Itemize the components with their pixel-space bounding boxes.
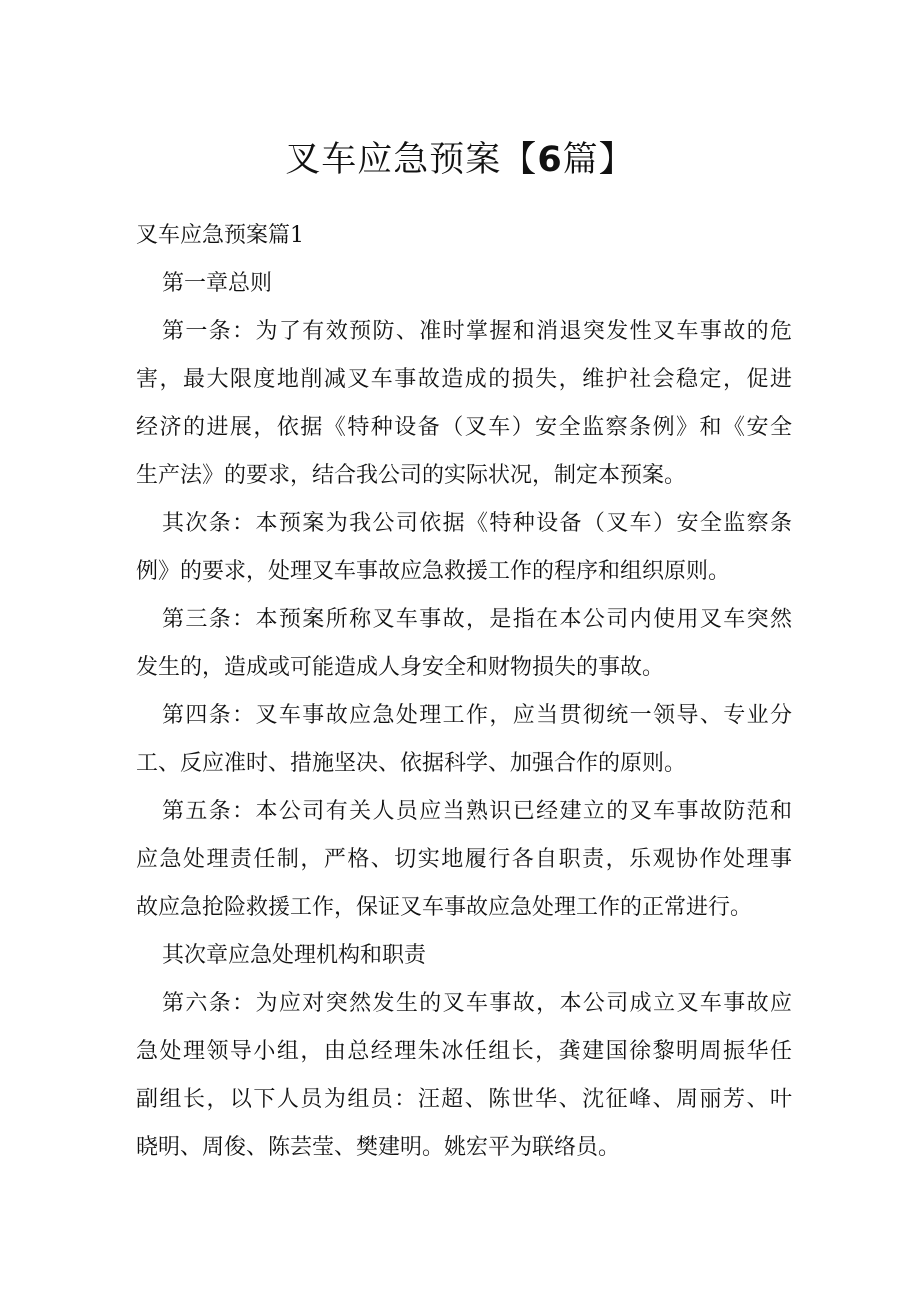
article-5-line: 应急处理责任制，严格、切实地履行各自职责，乐观协作处理事 [136, 847, 792, 872]
chapter-heading-2: 其次章应急处理机构和职责 [162, 943, 427, 968]
article-3-line: 发生的，造成或可能造成人身安全和财物损失的事故。 [136, 655, 665, 680]
title-suffix: 篇】 [562, 140, 635, 180]
article-6-line: 副组长，以下人员为组员：汪超、陈世华、沈征峰、周丽芳、叶 [136, 1087, 792, 1112]
chapter-heading-1: 第一章总则 [162, 271, 273, 296]
title-prefix: 叉车应急预案【 [285, 140, 538, 180]
article-1-line: 第一条：为了有效预防、准时掌握和消退突发性叉车事故的危 [162, 319, 792, 344]
article-1-line: 害，最大限度地削减叉车事故造成的损失，维护社会稳定，促进 [136, 367, 792, 392]
document-title [0, 136, 920, 184]
title-number: 6 [537, 140, 563, 180]
article-1-line: 生产法》的要求，结合我公司的实际状况，制定本预案。 [136, 463, 687, 488]
article-5-line: 故应急抢险救援工作，保证叉车事故应急处理工作的正常进行。 [136, 895, 753, 920]
article-6-line: 第六条：为应对突然发生的叉车事故，本公司成立叉车事故应 [162, 991, 792, 1016]
article-2-line: 例》的要求，处理叉车事故应急救援工作的程序和组织原则。 [136, 559, 731, 584]
article-6-line: 急处理领导小组，由总经理朱冰任组长，龚建国徐黎明周振华任 [136, 1039, 792, 1064]
article-5-line: 第五条：本公司有关人员应当熟识已经建立的叉车事故防范和 [162, 799, 792, 824]
article-3-line: 第三条：本预案所称叉车事故，是指在本公司内使用叉车突然 [162, 607, 792, 632]
article-4-line: 第四条：叉车事故应急处理工作，应当贯彻统一领导、专业分 [162, 703, 792, 728]
article-4-line: 工、反应准时、措施坚决、依据科学、加强合作的原则。 [136, 751, 687, 776]
document-body [136, 212, 792, 1172]
article-1-line: 经济的进展，依据《特种设备（叉车）安全监察条例》和《安全 [136, 415, 792, 440]
article-2-line: 其次条：本预案为我公司依据《特种设备（叉车）安全监察条 [162, 511, 792, 536]
section-heading: 叉车应急预案篇1 [136, 223, 304, 248]
article-6-line: 晓明、周俊、陈芸莹、樊建明。姚宏平为联络员。 [136, 1135, 621, 1160]
